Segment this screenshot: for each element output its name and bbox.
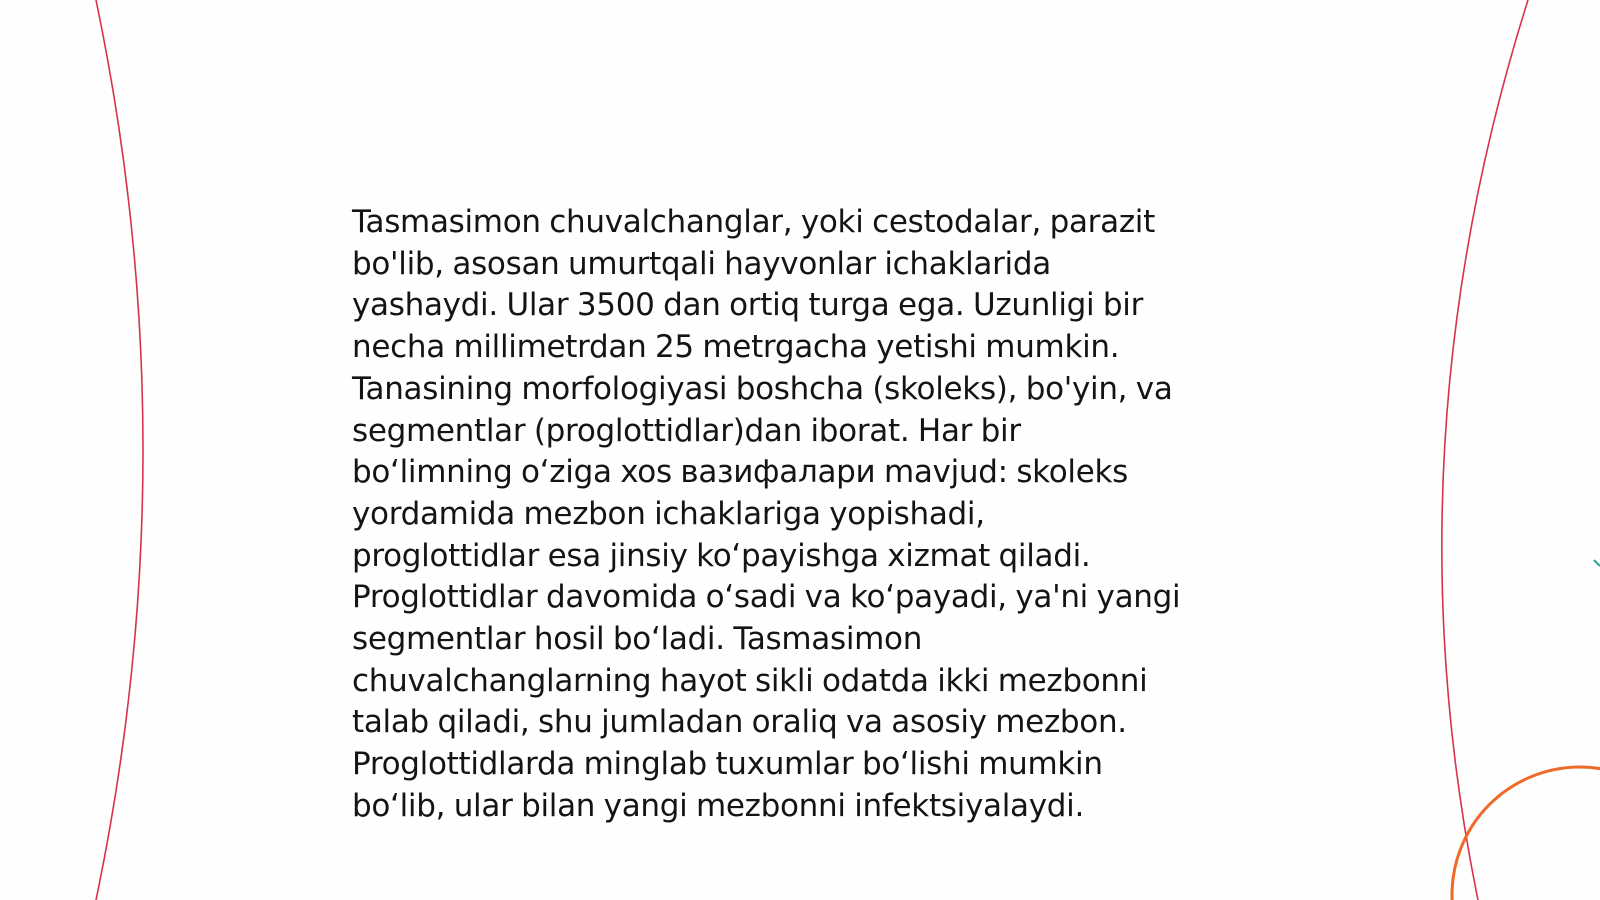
paragraph-line: Tasmasimon chuvalchanglar, yoki cestodalar, parazit [352, 204, 1155, 240]
paragraph-line: bo‘limning o‘ziga xos вазифалари mavjud: skoleks [352, 454, 1128, 491]
teal-mark-decoration [1594, 560, 1600, 566]
paragraph-line: chuvalchanglarning hayot sikli odatda ikki mezbonni [352, 662, 1148, 699]
paragraph-line: necha millimetrdan 25 metrgacha yetishi mumkin. [352, 329, 1120, 366]
paragraph-line: segmentlar hosil bo‘ladi. Tasmasimon [352, 621, 923, 658]
paragraph-line: segmentlar (proglottidlar)dan iborat. Har bir [352, 412, 1021, 449]
body-paragraph [352, 202, 1232, 828]
paragraph-line: Proglottidlar davomida o‘sadi va ko‘payadi, ya'ni yangi [352, 579, 1181, 616]
paragraph-line: yordamida mezbon ichaklariga yopishadi, [352, 495, 985, 532]
paragraph-line: talab qiladi, shu jumladan oraliq va asosiy mezbon. [352, 704, 1127, 741]
paragraph-line: bo'lib, asosan umurtqali hayvonlar ichaklarida [352, 245, 1051, 282]
right-arc-decoration [1442, 0, 1528, 900]
left-arc-decoration [96, 0, 143, 900]
paragraph-line: Tanasining morfologiyasi boshcha (skoleks), bo'yin, va [352, 370, 1173, 407]
paragraph-line: bo‘lib, ular bilan yangi mezbonni infektsiyalaydi. [352, 787, 1085, 824]
paragraph-line: proglottidlar esa jinsiy ko‘payishga xizmat qiladi. [352, 537, 1091, 574]
paragraph-line: yashaydi. Ular 3500 dan ortiq turga ega. Uzunligi bir [352, 287, 1144, 324]
paragraph-line: Proglottidlarda minglab tuxumlar bo‘lishi mumkin [352, 746, 1103, 783]
